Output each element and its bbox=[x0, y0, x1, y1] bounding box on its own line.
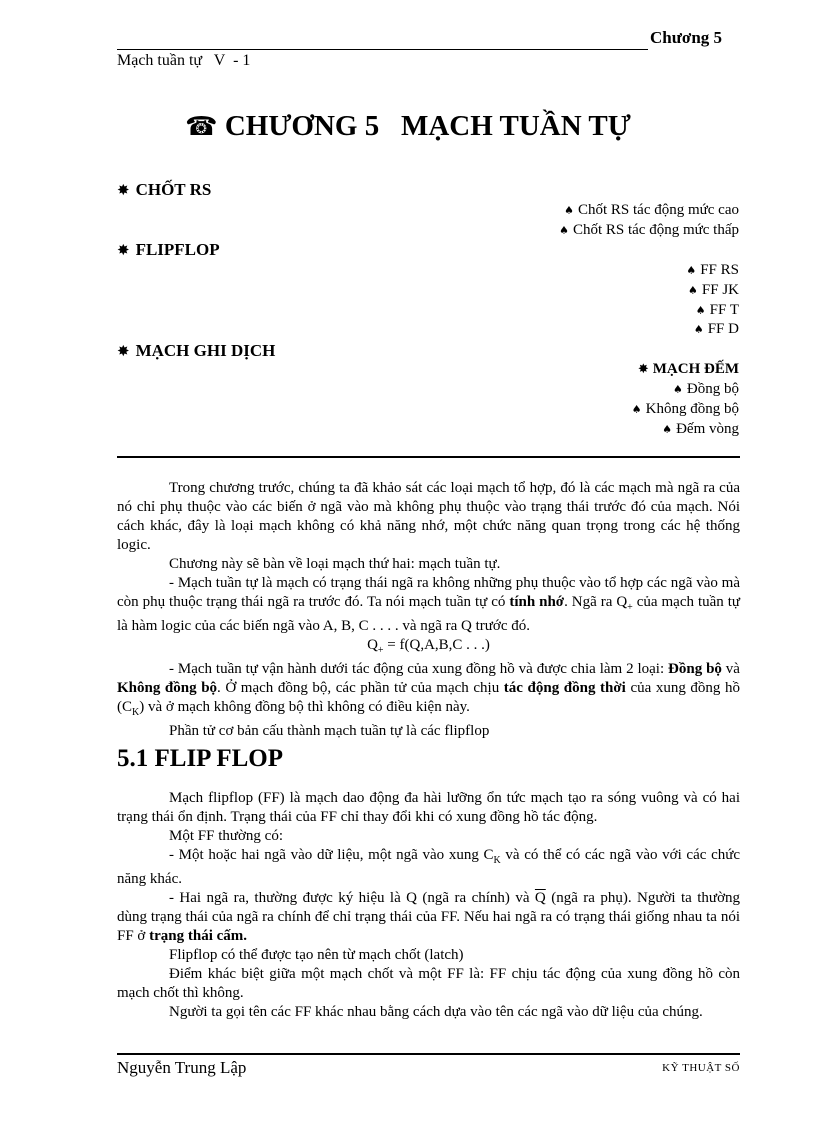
section-heading: 5.1 FLIP FLOP bbox=[117, 745, 283, 772]
paragraph: - Một hoặc hai ngã vào dữ liệu, một ngã vào xung $C_K$ và có thể có các ngã vào với các chức năng khác. bbox=[117, 847, 741, 887]
outline-heading-chot-rs: ✸ CHỐT RS bbox=[117, 180, 212, 199]
asterisk-icon: ✸ bbox=[117, 241, 130, 259]
q-bar: $\overline{Q}$ bbox=[534, 890, 546, 906]
spade-icon: ♠ bbox=[686, 264, 697, 277]
footer-course: KỸ THUẬT SỐ bbox=[662, 1062, 740, 1074]
outline-item: ♠ FF RS bbox=[686, 262, 739, 278]
spade-icon: ♠ bbox=[559, 224, 569, 237]
paragraph: - Mạch tuần tự là mạch có trạng thái ngã ra không những phụ thuộc vào tổ hợp các ngã vào mà còn phụ thuộc trạng thái ngã ra trước đó. Ta nói mạch tuần tự có tính nhớ. Ngã ra $Q_+$ của mạch tuần tự là hàm logic của các biến ngã vào A, B, C . . . . và ngã ra Q trước đó. bbox=[117, 575, 741, 634]
outline-item: ♠ Đếm vòng bbox=[662, 421, 739, 437]
outline-item: ♠ FF D bbox=[693, 321, 739, 337]
spade-icon: ♠ bbox=[673, 383, 683, 396]
footer-rule bbox=[117, 1053, 740, 1055]
equation: $Q_+ = f(Q,A,B,C$ . . .) bbox=[367, 637, 490, 656]
header-rule bbox=[117, 49, 648, 50]
intro-text bbox=[117, 479, 740, 741]
spade-icon: ♠ bbox=[631, 403, 642, 416]
telephone-icon: ☎ bbox=[185, 112, 218, 142]
asterisk-icon: ✸ bbox=[637, 362, 649, 377]
outline-heading-mach-dem: ✸ MẠCH ĐẾM bbox=[637, 361, 739, 377]
outline-item: ♠ Không đồng bộ bbox=[631, 401, 739, 417]
outline-item: ♠ Đồng bộ bbox=[673, 381, 739, 397]
paragraph: Trong chương trước, chúng ta đã khảo sát các loại mạch tổ hợp, đó là các mạch mà ngã ra của nó chỉ phụ thuộc vào các biến ở ngã vào mà không phụ thuộc vào trạng thái trước đó của mạch. Nói cách khác, đây là loại mạch không có khả năng nhớ, một chức năng quan trọng trong các hệ thống logic. bbox=[117, 480, 740, 553]
paragraph: - Hai ngã ra, thường được ký hiệu là Q (ngã ra chính) và $\overline{Q}$ (ngã ra phụ). Người ta thường dùng trạng thái của ngã ra chính để chỉ trạng thái của FF. Nếu hai ngã ra có trạng thái giống nhau ta nói FF ở trạng thái cấm. bbox=[117, 890, 740, 944]
spade-icon: ♠ bbox=[662, 423, 673, 436]
paragraph: - Mạch tuần tự vận hành dưới tác động của xung đồng hồ và được chia làm 2 loại: Đồng bộ và Không đồng bộ. Ở mạch đồng bộ, các phần tử của mạch chịu tác động đồng thời của xung đồng hồ $(C_K)$ và ở mạch không đồng bộ thì không có điều kiện này. bbox=[117, 661, 740, 718]
spade-icon: ♠ bbox=[688, 284, 698, 297]
section-divider bbox=[117, 456, 740, 458]
outline-item: ♠ Chốt RS tác động mức thấp bbox=[559, 222, 739, 238]
header-chapter-label: Chương 5 bbox=[650, 28, 723, 47]
outline-item: ♠ FF JK bbox=[688, 282, 739, 298]
spade-icon: ♠ bbox=[695, 304, 706, 317]
footer-author: Nguyễn Trung Lập bbox=[117, 1058, 247, 1077]
page-title-text: CHƯƠNG 5 MẠCH TUẦN TỰ bbox=[224, 110, 631, 142]
page-title bbox=[0, 110, 816, 143]
outline-item: ♠ FF T bbox=[695, 302, 739, 318]
paragraph: Mạch flipflop (FF) là mạch dao động đa hài lưỡng ổn tức mạch tạo ra sóng vuông và có hai trạng thái ổn định. Trạng thái của FF chỉ thay đổi khi có xung đồng hồ tác động. bbox=[117, 790, 740, 825]
outline-heading-flipflop: ✸ FLIPFLOP bbox=[117, 240, 220, 259]
section-text bbox=[117, 789, 740, 1022]
spade-icon: ♠ bbox=[564, 204, 574, 217]
paragraph: Chương này sẽ bàn về loại mạch thứ hai: mạch tuần tự. bbox=[169, 556, 501, 572]
paragraph: Điểm khác biệt giữa một mạch chốt và một FF là: FF chịu tác động của xung đồng hồ còn mạch chốt thì không. bbox=[117, 966, 740, 1001]
asterisk-icon: ✸ bbox=[117, 181, 130, 199]
paragraph: Flipflop có thể được tạo nên từ mạch chốt (latch) bbox=[169, 947, 464, 963]
outline-item: ♠ Chốt RS tác động mức cao bbox=[564, 202, 739, 218]
paragraph: Một FF thường có: bbox=[169, 828, 283, 844]
paragraph: Người ta gọi tên các FF khác nhau bằng cách dựa vào tên các ngã vào dữ liệu của chúng. bbox=[169, 1004, 703, 1020]
paragraph: Phần tử cơ bản cấu thành mạch tuần tự là các flipflop bbox=[169, 723, 490, 739]
header-subtitle: Mạch tuần tự V - 1 bbox=[117, 52, 251, 69]
outline-heading-mach-ghi-dich: ✸ MẠCH GHI DỊCH bbox=[117, 341, 276, 360]
asterisk-icon: ✸ bbox=[117, 342, 130, 360]
spade-icon: ♠ bbox=[693, 323, 704, 336]
